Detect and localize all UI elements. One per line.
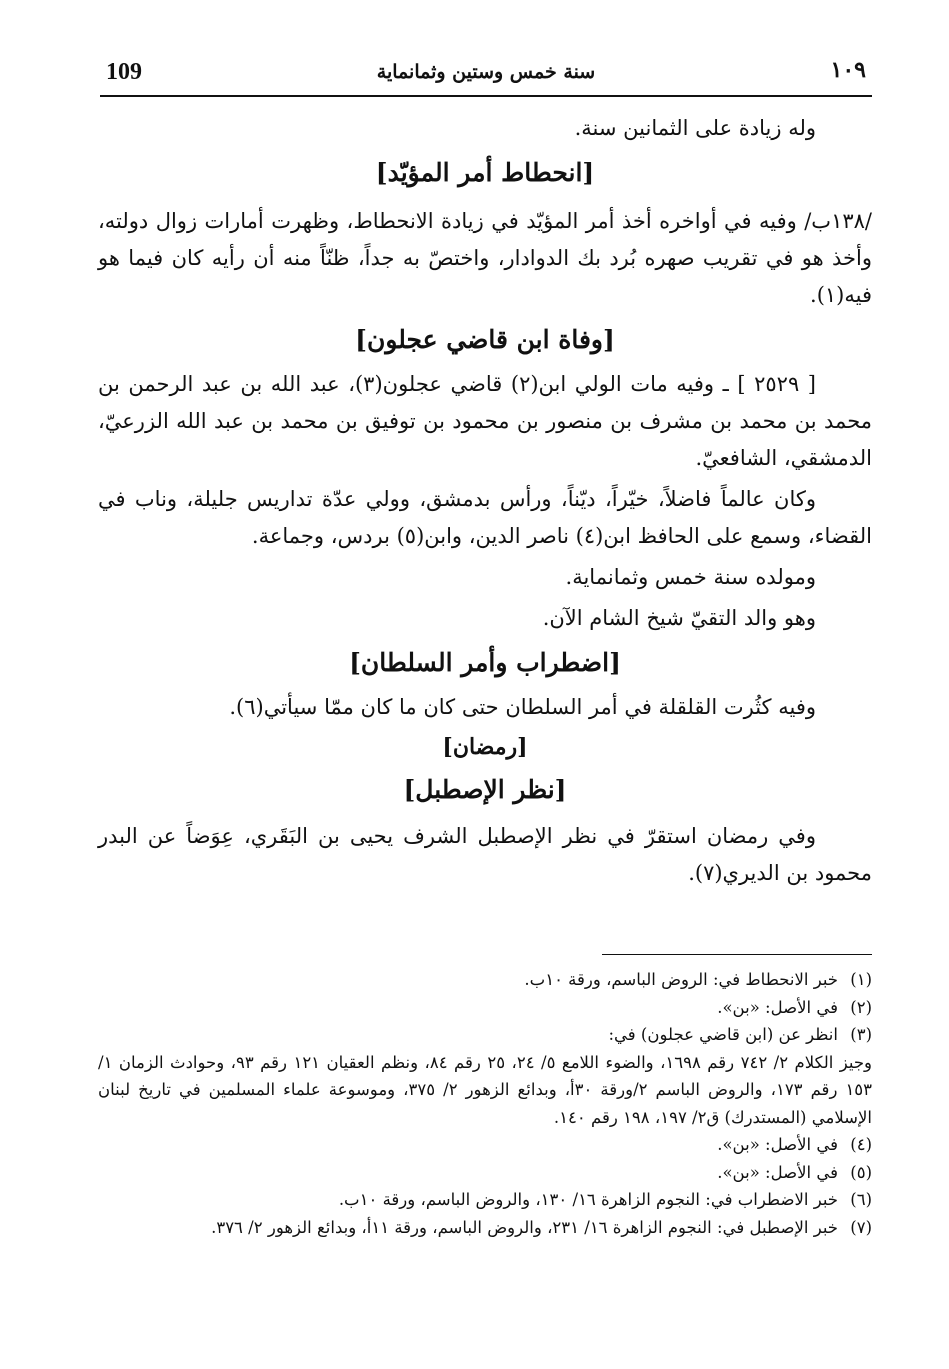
footnote-text: خبر الاضطراب في: النجوم الزاهرة ١٦/ ١٣٠، والروض الباسم، ورقة ١٠ب. xyxy=(338,1190,838,1209)
footnote-text: في الأصل: «بن». xyxy=(717,997,838,1017)
footnote xyxy=(98,1214,872,1242)
month-heading: [رمضان] xyxy=(442,734,528,760)
footnote-number: (٥) xyxy=(850,1162,872,1182)
header-rule xyxy=(100,95,872,97)
footnote xyxy=(98,1021,872,1049)
paragraph: وله زيادة على الثمانين سنة. xyxy=(574,116,816,140)
paragraph: وفيه كثُرت القلقلة في أمر السلطان حتى كان ما كان ممّا سيأتي(٦). xyxy=(229,695,816,719)
footnote-rule xyxy=(602,954,872,955)
paragraph: ومولده سنة خمس وثمانماية. xyxy=(565,565,816,589)
page-number-latin: 109 xyxy=(106,59,142,85)
footnote xyxy=(98,1131,872,1159)
page-number-arabic: ١٠٩ xyxy=(830,57,866,83)
footnote xyxy=(98,994,872,1022)
biography-entry: [ ٢٥٢٩ ] ـ وفيه مات الولي ابن(٢) قاضي عجلون(٣)، عبد الله بن عبد الرحمن بن محمد بن محمد بن مشرف بن منصور بن محمود بن توفيق بن محمد بن عبد الله الزرعيّ، الدمشقي، الشافعيّ. xyxy=(98,372,872,470)
section-heading: [وفاة ابن قاضي عجلون] xyxy=(355,325,615,354)
footnote xyxy=(98,1186,872,1214)
section-heading: [اضطراب وأمر السلطان] xyxy=(349,648,621,677)
running-title: سنة خمس وستين وثمانماية xyxy=(376,61,596,83)
page-header xyxy=(100,55,872,95)
footnote xyxy=(98,966,872,994)
footnote-number: (٢) xyxy=(850,997,872,1017)
footnote-number: (١) xyxy=(850,970,872,989)
section-heading: [نظر الإصطبل] xyxy=(403,775,567,804)
footnote-number: (٧) xyxy=(850,1217,872,1237)
paragraph: وهو والد التقيّ شيخ الشام الآن. xyxy=(542,606,816,630)
paragraph: /١٣٨ب/ وفيه في أواخره أخذ أمر المؤيّد في زيادة الانحطاط، وظهرت أمارات زوال دولته، وأخذ هو في تقريب صهره بُرد بك الدوادار، واختصّ به جداً، ظنّاً منه أن رأيه كان فيما هو فيه(١). xyxy=(98,209,872,307)
paragraph: وفي رمضان استقرّ في نظر الإصطبل الشرف يحيى بن البَقَري، عِوَضاً عن البدر محمود بن الديري(٧). xyxy=(98,824,872,885)
footnote-number: (٤) xyxy=(850,1135,872,1154)
footnote-text: خبر الإصطبل في: النجوم الزاهرة ١٦/ ٢٣١، والروض الباسم، ورقة ١١أ، وبدائع الزهور ٢/ ٣٧٦. xyxy=(211,1217,838,1237)
footnote-text: انظر عن (ابن قاضي عجلون) في: xyxy=(608,1025,838,1044)
footnote-text: في الأصل: «بن». xyxy=(717,1162,838,1182)
footnote-text: في الأصل: «بن». xyxy=(717,1135,838,1154)
footnote-continuation: وجيز الكلام ٢/ ٧٤٢ رقم ١٦٩٨، والضوء اللامع ٥/ ٢٤، ٢٥ رقم ٨٤، ونظم العقيان ١٢١ رقم ٩٣، وحوادث الزمان ١/ ١٥٣ رقم ١٧٣، والروض الباسم ٢/ورقة ٣٠أ، وبدائع الزهور ٢/ ٣٧٥، وموسوعة علماء المسلمين في تاريخ لبنان الإسلامي (المستدرك) ق٢/ ١٩٧، ١٩٨ رقم ١٤٠. xyxy=(98,1052,873,1127)
footnotes xyxy=(98,966,872,1241)
paragraph: وكان عالماً فاضلاً، خيّراً، ديّناً، ورأس بدمشق، وولي عدّة تداريس جليلة، وناب في القضاء، وسمع على الحافظ ابن(٤) ناصر الدين، وابن(٥) بردس، وجماعة. xyxy=(98,487,872,548)
footnote xyxy=(98,1159,872,1187)
section-heading: [انحطاط أمر المؤيّد] xyxy=(375,158,595,187)
footnote-text: خبر الانحطاط في: الروض الباسم، ورقة ١٠ب. xyxy=(524,970,838,989)
footnote-number: (٣) xyxy=(850,1025,872,1044)
footnote-number: (٦) xyxy=(850,1190,872,1209)
main-text xyxy=(98,110,872,892)
